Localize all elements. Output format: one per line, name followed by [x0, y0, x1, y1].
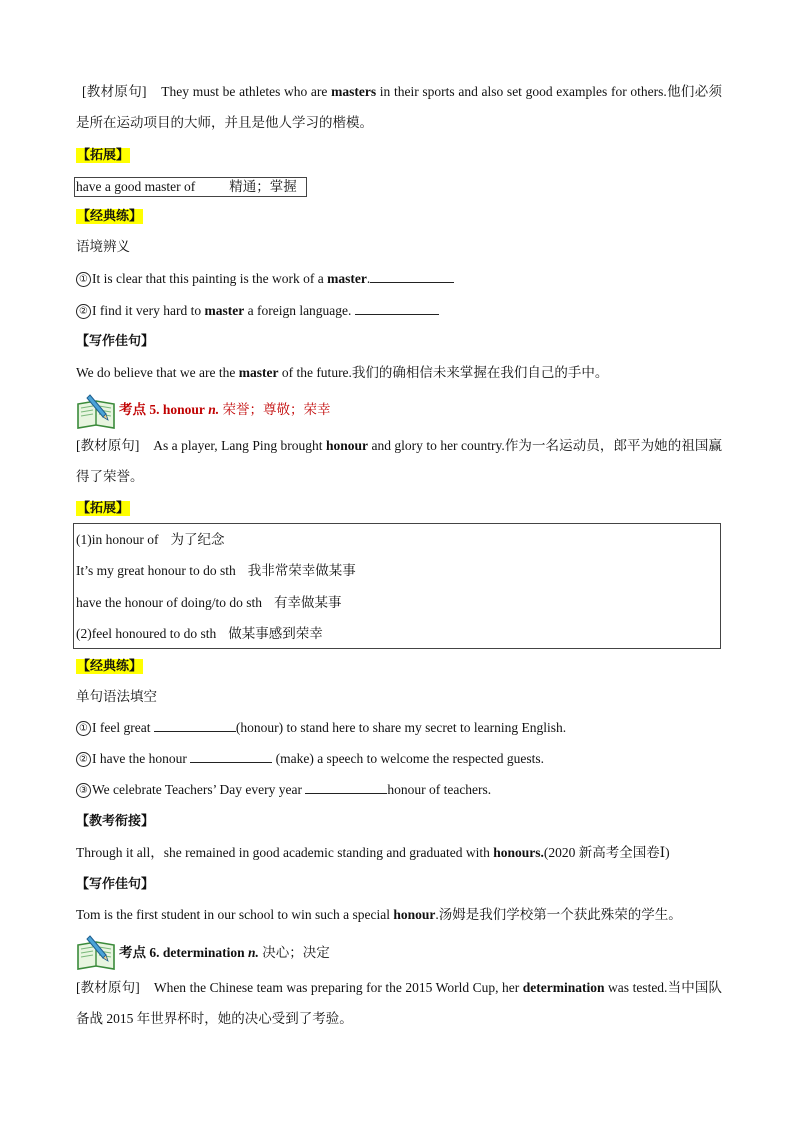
- answer-blank[interactable]: [154, 719, 236, 732]
- practice-heading: 【经典练】: [77, 659, 143, 674]
- answer-blank[interactable]: [355, 302, 439, 315]
- extend-heading: 【拓展】: [77, 148, 130, 163]
- practice-heading: 【经典练】: [77, 209, 143, 224]
- exercise-item: ① I feel great (honour) to stand here to share my secret to learning English.: [76, 719, 566, 737]
- exercise-item: ① It is clear that this painting is the work of a master.: [76, 270, 454, 288]
- kaodian-title-honour: 考点 5. honour n. 荣誉；尊敬；荣幸: [119, 402, 331, 417]
- extend-phrase: (1)in honour of 为了纪念: [76, 532, 225, 547]
- source-sentence-honour: [教材原句] As a player, Lang Ping brought honour and glory to her country.作为一名运动员，郎平为她的祖国赢得了荣誉。: [76, 438, 722, 484]
- answer-blank[interactable]: [305, 781, 387, 794]
- source-label: [教材原句]: [76, 438, 140, 453]
- extend-phrase: have a good master of 精通；掌握: [76, 179, 297, 194]
- writing-sentence: We do believe that we are the master of the future.我们的确相信未来掌握在我们自己的手中。: [76, 365, 609, 380]
- exam-sentence: Through it all，she remained in good academic standing and graduated with honours.(2020 新高考全国卷Ⅰ): [76, 845, 670, 860]
- practice-instruction: 语境辨义: [76, 239, 130, 254]
- book-pen-icon: [76, 392, 116, 430]
- kaodian-title-determination: 考点 6. determination n. 决心；决定: [119, 945, 330, 960]
- exercise-item: ② I find it very hard to master a foreign language.: [76, 302, 439, 320]
- practice-instruction: 单句语法填空: [76, 689, 157, 704]
- answer-blank[interactable]: [190, 750, 272, 763]
- source-label: [教材原句]: [76, 980, 140, 995]
- book-pen-icon: [76, 933, 116, 971]
- answer-blank[interactable]: [370, 270, 454, 283]
- writing-sentence: Tom is the first student in our school to win such a special honour.汤姆是我们学校第一个获此殊荣的学生。: [76, 907, 682, 922]
- extend-heading: 【拓展】: [77, 501, 130, 516]
- source-label: [教材原句]: [82, 84, 147, 99]
- extend-phrase: (2)feel honoured to do sth 做某事感到荣幸: [76, 626, 323, 641]
- source-sentence-determination: [教材原句] When the Chinese team was preparing for the 2015 World Cup, her determination was tested.当中国队备战 2015 年世界杯时，她的决心受到了考验。: [76, 980, 723, 1026]
- exam-heading: 【教考衔接】: [76, 814, 155, 829]
- extend-phrase: have the honour of doing/to do sth 有幸做某事: [76, 595, 342, 610]
- writing-heading: 【写作佳句】: [76, 877, 155, 892]
- exercise-item: ② I have the honour (make) a speech to welcome the respected guests.: [76, 750, 544, 768]
- writing-heading: 【写作佳句】: [76, 334, 155, 349]
- source-sentence-master: [教材原句] They must be athletes who are masters in their sports and also set good examples for others.他们必须是所在运动项目的大师，并且是他人学习的楷模。: [76, 84, 722, 130]
- extend-phrase: It’s my great honour to do sth 我非常荣幸做某事: [76, 563, 356, 578]
- exercise-item: ③ We celebrate Teachers’ Day every year honour of teachers.: [76, 781, 491, 799]
